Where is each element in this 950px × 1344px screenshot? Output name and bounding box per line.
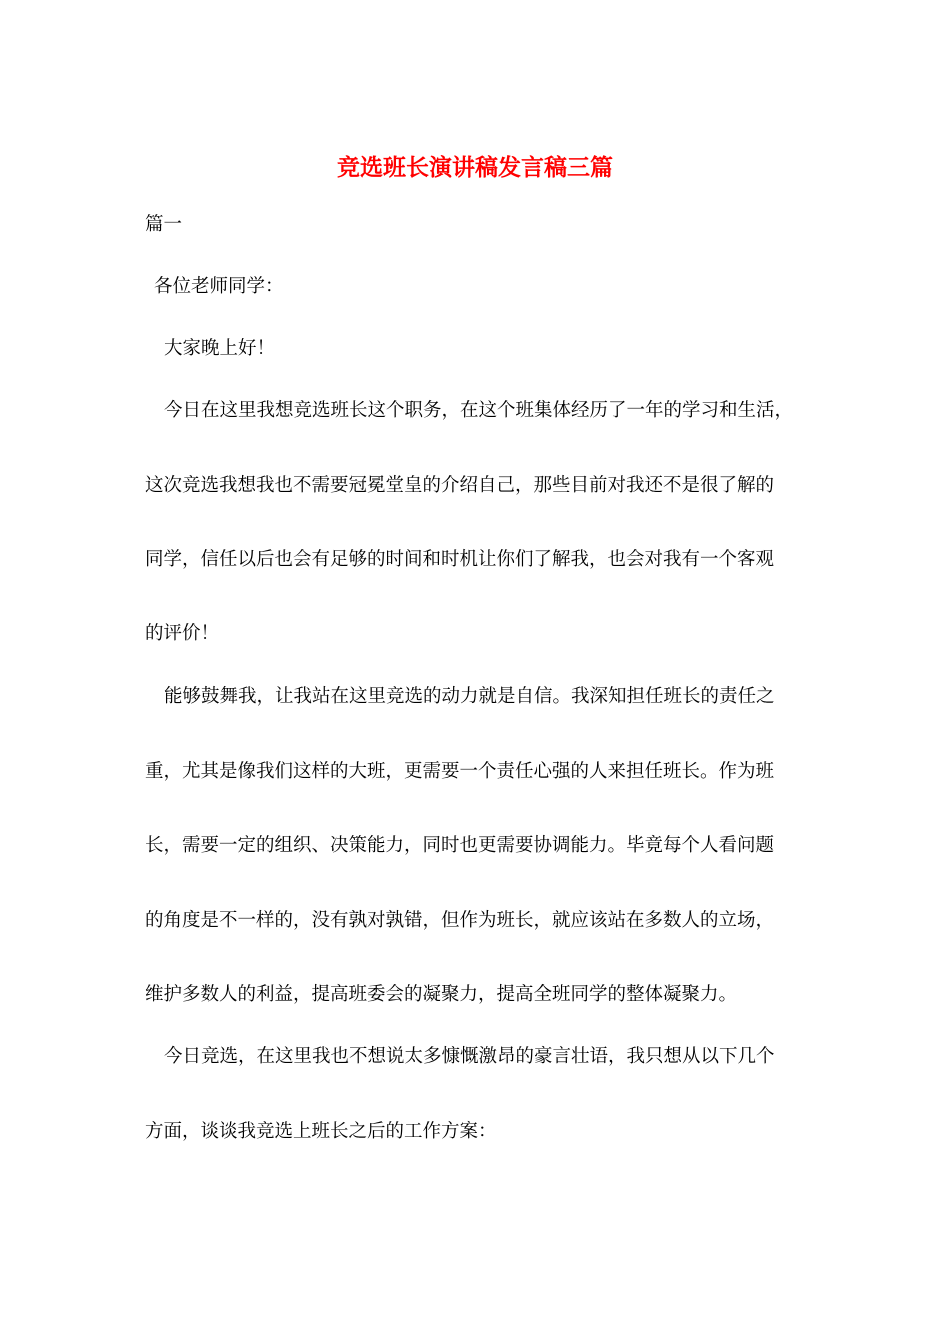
section-heading: 篇一 bbox=[145, 214, 183, 235]
paragraph-line: 的角度是不一样的，没有孰对孰错，但作为班长，就应该站在多数人的立场， bbox=[145, 910, 775, 931]
paragraph-line: 方面，谈谈我竞选上班长之后的工作方案： bbox=[145, 1121, 497, 1142]
paragraph-line: 长，需要一定的组织、决策能力，同时也更需要协调能力。毕竟每个人看问题 bbox=[145, 835, 775, 856]
paragraph-line: 今日在这里我想竞选班长这个职务，在这个班集体经历了一年的学习和生活， bbox=[164, 400, 794, 421]
salutation: 各位老师同学： bbox=[154, 276, 284, 297]
paragraph-line: 重，尤其是像我们这样的大班，更需要一个责任心强的人来担任班长。作为班 bbox=[145, 761, 775, 782]
paragraph-line: 同学，信任以后也会有足够的时间和时机让你们了解我，也会对我有一个客观 bbox=[145, 549, 775, 570]
document-title: 竞选班长演讲稿发言稿三篇 bbox=[337, 154, 613, 181]
greeting: 大家晚上好！ bbox=[164, 338, 276, 359]
paragraph-line: 这次竞选我想我也不需要冠冕堂皇的介绍自己，那些目前对我还不是很了解的 bbox=[145, 475, 775, 496]
paragraph-line: 维护多数人的利益，提高班委会的凝聚力，提高全班同学的整体凝聚力。 bbox=[145, 984, 738, 1005]
paragraph-line: 的评价！ bbox=[145, 623, 220, 644]
paragraph-line: 能够鼓舞我，让我站在这里竞选的动力就是自信。我深知担任班长的责任之 bbox=[164, 686, 775, 707]
paragraph-line: 今日竞选，在这里我也不想说太多慷慨激昂的豪言壮语，我只想从以下几个 bbox=[164, 1046, 775, 1067]
